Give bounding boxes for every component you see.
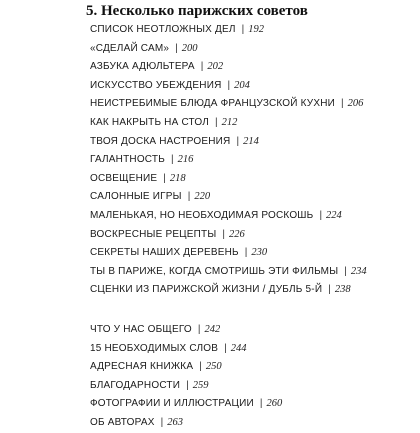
toc-entry (90, 77, 367, 96)
toc-separator: | (244, 247, 248, 259)
toc-separator: | (222, 228, 226, 240)
toc-page-number: 244 (230, 342, 247, 354)
toc-entry (90, 263, 367, 282)
toc-separator: | (200, 61, 204, 73)
toc-entry (90, 40, 367, 59)
toc-page-number: 250 (205, 361, 222, 373)
toc-entry-label: ФОТОГРАФИИ И ИЛЛЮСТРАЦИИ (90, 398, 254, 410)
toc-entry-label: КАК НАКРЫТЬ НА СТОЛ (90, 116, 210, 128)
toc-separator: | (341, 98, 344, 110)
toc-separator: | (236, 135, 240, 147)
toc-separator: | (187, 191, 191, 203)
toc-entry-label: ЧТО У НАС ОБЩЕГО (90, 324, 192, 335)
toc-separator: | (328, 284, 331, 296)
toc-separator: | (186, 379, 189, 391)
toc-page-number: 202 (207, 61, 224, 73)
toc-entry (90, 114, 367, 133)
toc-entry-label: «СДЕЛАЙ САМ» (90, 42, 170, 54)
toc-page-number: 216 (177, 154, 194, 166)
toc-entry (90, 281, 367, 300)
toc-entry-label: ГАЛАНТНОСТЬ (90, 154, 165, 166)
toc-entry (90, 321, 282, 340)
toc-page-number: 218 (169, 172, 186, 184)
toc-entry-label: АДРЕСНАЯ КНИЖКА (90, 361, 194, 373)
toc-page-number: 238 (334, 284, 351, 296)
toc-entry (90, 95, 367, 114)
toc-separator: | (344, 265, 347, 277)
toc-page-number: 192 (248, 24, 264, 35)
toc-entry-label: СЦЕНКИ ИЗ ПАРИЖСКОЙ ЖИЗНИ / ДУБЛЬ 5-Й (90, 284, 323, 296)
toc-entry-label: ВОСКРЕСНЫЕ РЕЦЕПТЫ (90, 228, 217, 240)
toc-entry-label: 15 НЕОБХОДИМЫХ СЛОВ (90, 342, 219, 354)
toc-entry (90, 133, 367, 152)
toc-page-number: 212 (221, 116, 238, 128)
toc-entry (90, 377, 282, 396)
toc-page-number: 263 (167, 416, 183, 428)
toc-entry (90, 395, 282, 414)
toc-page-number: 234 (350, 265, 367, 277)
toc-entry-label: СПИСОК НЕОТЛОЖНЫХ ДЕЛ (90, 24, 236, 35)
toc-entry-label: ОСВЕЩЕНИЕ (90, 172, 158, 184)
toc-page-number: 230 (251, 247, 268, 259)
toc-entry (90, 188, 367, 207)
toc-page-number: 204 (234, 79, 250, 91)
toc-entry-label: ТВОЯ ДОСКА НАСТРОЕНИЯ (90, 135, 231, 147)
toc-entry (90, 207, 367, 226)
toc-entry-label: БЛАГОДАРНОСТИ (90, 379, 181, 391)
toc-separator: | (259, 398, 263, 410)
toc-separator: | (241, 24, 245, 35)
toc-separator: | (199, 361, 202, 373)
toc-entry-label: САЛОННЫЕ ИГРЫ (90, 191, 182, 203)
toc-separator: | (175, 42, 178, 54)
toc-page-number: 206 (347, 98, 364, 110)
toc-entry (90, 244, 367, 263)
toc-page-number: 214 (243, 135, 259, 147)
toc-page-number: 242 (204, 324, 221, 335)
toc-separator: | (319, 209, 323, 221)
toc-entry (90, 170, 367, 189)
toc-page-number: 226 (229, 228, 245, 240)
toc-page-number: 220 (194, 191, 211, 203)
toc-page-number: 200 (181, 42, 198, 54)
toc-separator: | (197, 324, 201, 335)
toc-separator: | (215, 116, 218, 128)
section-title: 5. Несколько парижских советов (86, 3, 308, 19)
toc-entry-label: НЕИСТРЕБИМЫЕ БЛЮДА ФРАНЦУЗСКОЙ КУХНИ (90, 98, 336, 110)
toc-entry-label: ИСКУССТВО УБЕЖДЕНИЯ (90, 79, 222, 91)
toc-entry (90, 151, 367, 170)
toc-entry (90, 58, 367, 77)
toc-separator: | (170, 154, 174, 166)
toc-entry-label: АЗБУКА АДЮЛЬТЕРА (90, 61, 195, 73)
toc-entry (90, 358, 282, 377)
toc-entry (90, 414, 282, 433)
toc-separator: | (224, 342, 227, 354)
toc-page-number: 259 (192, 379, 209, 391)
toc-entry-label: ТЫ В ПАРИЖЕ, КОГДА СМОТРИШЬ ЭТИ ФИЛЬМЫ (90, 265, 339, 277)
toc-list-back-matter (90, 321, 282, 433)
toc-separator: | (227, 79, 231, 91)
toc-list-main (90, 21, 367, 300)
toc-page-number: 260 (266, 398, 283, 410)
toc-entry (90, 340, 282, 359)
toc-entry-label: ОБ АВТОРАХ (90, 416, 155, 428)
toc-page-number: 224 (326, 209, 342, 221)
toc-separator: | (163, 172, 166, 184)
toc-entry-label: СЕКРЕТЫ НАШИХ ДЕРЕВЕНЬ (90, 247, 239, 259)
toc-separator: | (160, 416, 164, 428)
toc-entry-label: МАЛЕНЬКАЯ, НО НЕОБХОДИМАЯ РОСКОШЬ (90, 209, 314, 221)
toc-entry (90, 226, 367, 245)
toc-entry (90, 21, 367, 40)
